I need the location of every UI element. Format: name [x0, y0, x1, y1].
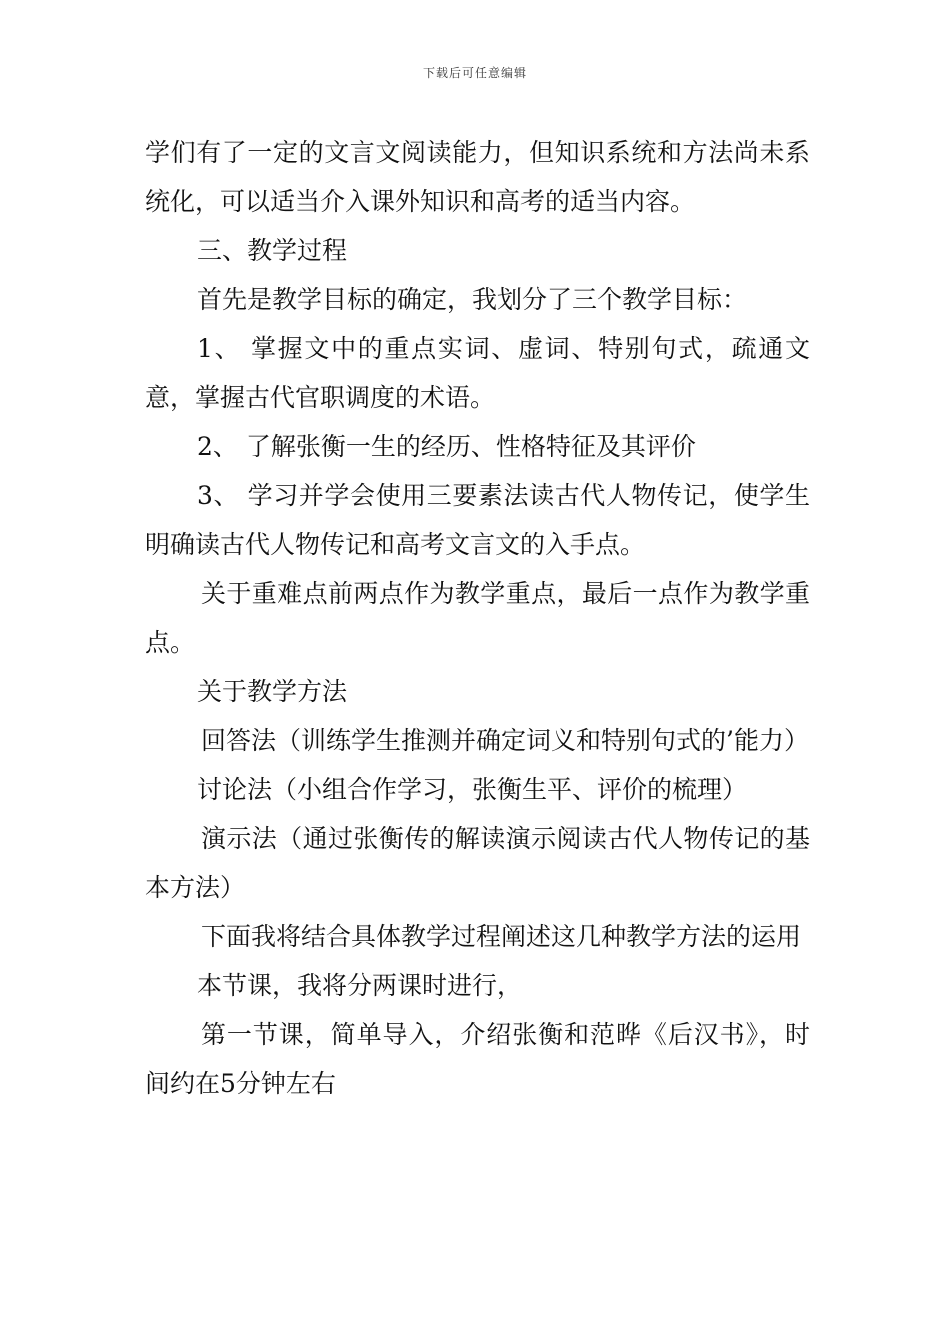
section-heading-teaching-process: 三、教学过程 — [197, 236, 348, 265]
method-demonstration: 演示法（通过张衡传的解读演示阅读古代人物传记的基本方法） — [145, 824, 810, 902]
document-body — [145, 128, 810, 1108]
goal-item-2: 2、 了解张衡一生的经历、性格特征及其评价 — [197, 432, 696, 461]
paragraph-method-application: 下面我将结合具体教学过程阐述这几种教学方法的运用 — [201, 922, 802, 951]
method-answer: 回答法（训练学生推测并确定词义和特别句式的’能力） — [201, 726, 809, 755]
paragraph-key-points: 关于重难点前两点作为教学重点，最后一点作为教学重点。 — [145, 579, 810, 657]
paragraph-continuation: 学们有了一定的文言文阅读能力，但知识系统和方法尚未系统化，可以适当介入课外知识和高考的适当内容。 — [145, 138, 810, 216]
heading-teaching-methods: 关于教学方法 — [197, 677, 348, 706]
goal-item-3: 3、 学习并学会使用三要素法读古代人物传记，使学生明确读古代人物传记和高考文言文的入手点。 — [145, 481, 810, 559]
paragraph-first-lesson: 第一节课，简单导入，介绍张衡和范晔《后汉书》，时间约在5分钟左右 — [145, 1020, 810, 1098]
paragraph-goals-intro: 首先是教学目标的确定，我划分了三个教学目标： — [197, 285, 748, 314]
goal-item-1: 1、 掌握文中的重点实词、虚词、特别句式，疏通文意，掌握古代官职调度的术语。 — [145, 334, 810, 412]
paragraph-two-lessons: 本节课，我将分两课时进行， — [197, 971, 523, 1000]
page-header: 下载后可任意编辑 — [422, 66, 527, 80]
method-discussion: 讨论法（小组合作学习，张衡生平、评价的梳理） — [197, 775, 748, 804]
